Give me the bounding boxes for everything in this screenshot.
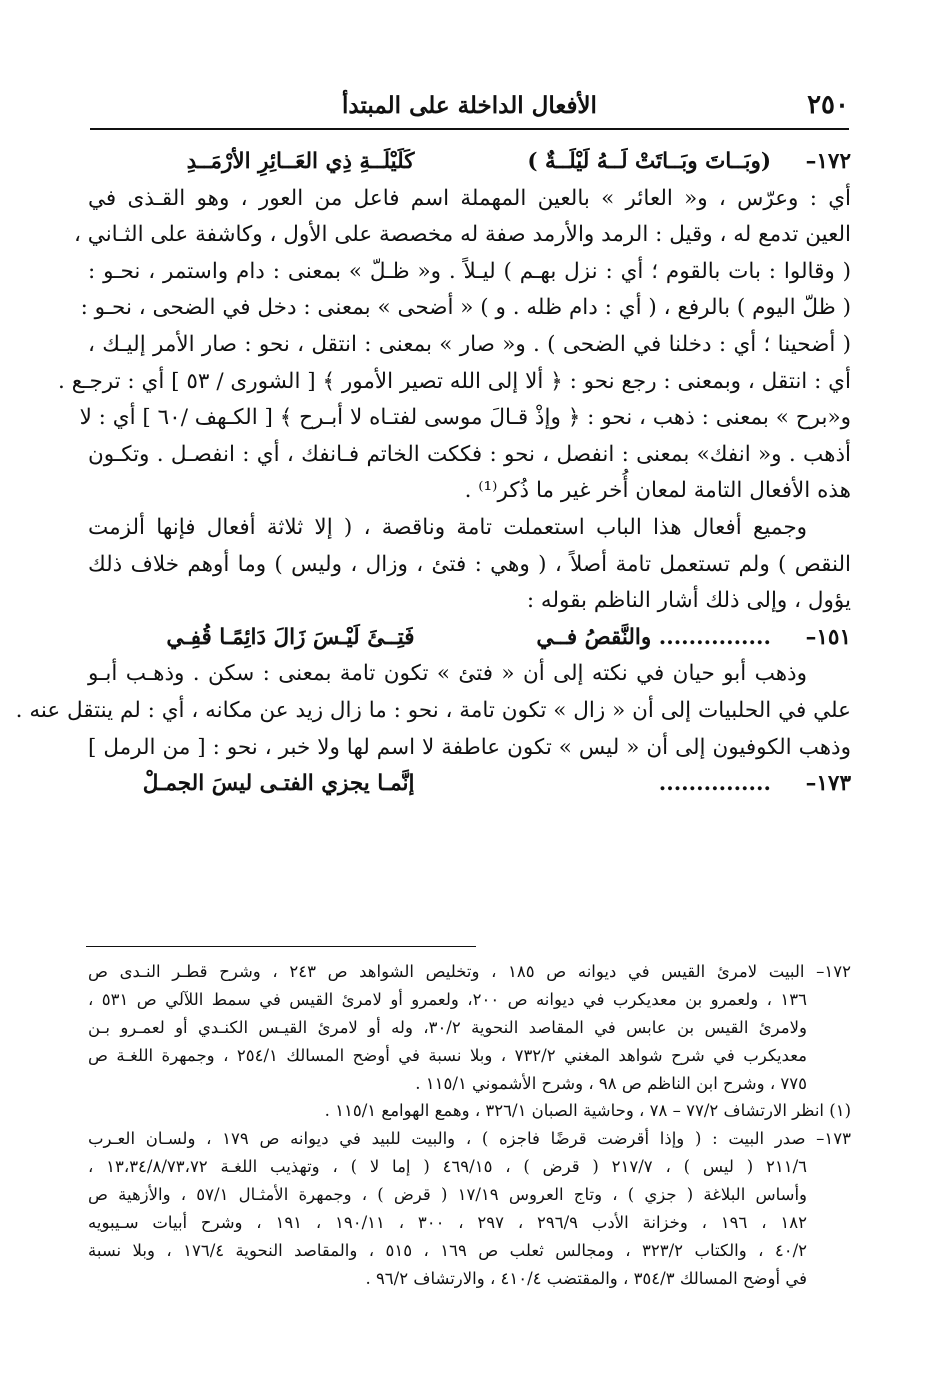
text-line: أي : انتقل ، وبمعنى : رجع نحو : ﴿ ألا إلى الله تصير الأمور ﴾ [ الشورى / ٥٣ ] أي : ترجـع .: [58, 368, 851, 394]
text-line: وجميع أفعال هذا الباب استعملت تامة وناقصة ، ( إلا ثلاثة أفعال فإنها ألزمت: [88, 514, 807, 540]
footnote-line: ٧٧٥ ، وشرح ابن الناظم ص ٩٨ ، وشرح الأشموني ١١٥/١ .: [415, 1073, 807, 1093]
verse-hemistich-first: ............... والنَّقصُ فــي: [536, 624, 771, 650]
running-title: الأفعال الداخلة على المبتدأ: [342, 92, 597, 119]
text-line: العين تدمع له ، وقيل : الرمد والأرمد صفة له مخصصة على الأول ، وكاشفة على الثـاني ،: [74, 222, 851, 248]
verse-172: [88, 144, 851, 181]
paragraph-1: [58, 181, 851, 510]
footnote-line: في أوضح المسالك ٣٥٤/٣ ، والمقتضب ٤١٠/٤ ، والارتشاف ٩٦/٢ .: [365, 1268, 807, 1288]
footnote-line: (١) انظر الارتشاف ٧٧/٢ – ٧٨ ، وحاشية الصبان ٣٢٦/١ ، وهمع الهوامع ١١٥/١ .: [324, 1101, 851, 1121]
text-line: هذه الأفعال التامة لمعان أُخر غير ما ذُكر⁽¹⁾ .: [464, 478, 851, 504]
text-line: ( وقالوا : بات بالقوم ؛ أي : نزل بهـم ) ليـلاً . و« ظـلّ » بمعنى : دام واستمر ، نحـو :: [88, 258, 851, 284]
page-number: ٢٥٠: [807, 90, 849, 120]
footnote-line: ٤٠/٢ ، والكتاب ٣٢٣/٢ ، ومجالس ثعلب ص ١٦٩ ، ٥١٥ ، والمقاصد النحوية ١٧٦/٤ ، وبلا نسبة: [88, 1240, 807, 1260]
footnote-line: ١٣٦ ، ولعمرو بن معديكرب في ديوانه ص ٢٠٠، ولعمرو أو لامرئ القيس في سمط اللآلي ص ٥٣١ ،: [88, 989, 807, 1009]
footnote-line: ١٧٣– صدر البيت : ( وإذا أقرضت قرضًا فاجزه ) ، والبيت للبيد في ديوانه ص ١٧٩ ، ولسـان العـرب: [88, 1129, 851, 1149]
footnote-line: ١٧٢– البيت لامرئ القيس في ديوانه ص ١٨٥ ، وتخليص الشواهد ص ٢٤٣ ، وشرح قطـر النـدى ص: [88, 962, 851, 981]
footnotes: [88, 958, 851, 1293]
text-line: وذهب أبو حيان في نكته إلى أن « فتئ » تكون تامة بمعنى : سكن . وذهـب أبـو: [88, 661, 807, 687]
verse-number: ١٧٢–: [805, 149, 851, 174]
text-line: و«برح » بمعنى : ذهب ، نحو : ﴿ وإذْ قـالَ موسى لفتـاه لا أبـرح ﴾ [ الكـهف /٦٠ ] أي : لا: [79, 405, 851, 431]
verse-hemistich-first: ...............: [658, 771, 771, 797]
footnote-line: معديكرب في شرح شواهد المغني ٧٣٢/٢ ، وبلا نسبة في أوضح المسالك ٢٥٤/١ ، وجمهرة اللغـة ص: [88, 1045, 807, 1065]
footnote-line: وأساس البلاغة ( جزي ) ، وتاج العروس ١٧/١٩ ( قرض ) ، وجمهرة الأمثـال ٥٧/١ ، والأزهية ص: [88, 1185, 808, 1205]
text-line: علي في الحلبيات إلى أن « زال » تكون تامة ، نحو : ما زال زيد عن مكانه ، أي : لم ينتقل عنه .: [15, 697, 851, 723]
verse-151: [88, 620, 851, 657]
verse-number: ١٧٣–: [805, 771, 851, 797]
footnote-line: ولامرئ القيس بن عابس في المقاصد النحوية ٣٠/٢، وله أو لامرئ القيـس الكنـدي أو لعمـرو بـن: [88, 1017, 807, 1037]
verse-hemistich-second: فَتِــئَ لَيْـسَ زَالَ دَائِمًـا قُفِـي: [166, 624, 415, 650]
main-text: [15, 144, 851, 803]
text-line: النقص ) ولم تستعمل تامة أصلاً ، ( وهي : فتئ ، وزال ، وليس ) وما أوهم خلاف ذلك: [88, 551, 851, 577]
paragraph-3: [15, 656, 851, 766]
verse-hemistich-second: إنَّمـا يجزي الفتـى ليسَ الجمـلْ: [142, 771, 415, 797]
text-line: وذهب الكوفيون إلى أن « ليس » تكون عاطفة لا اسم لها ولا خبر ، نحو : [ من الرمل ]: [88, 734, 851, 760]
paragraph-2: [88, 510, 851, 620]
verse-number: ١٥١–: [805, 624, 851, 650]
verse-hemistich-second: كَلَيْلَــةِ ذِي العَــائِرِ الأرْمَــدِ: [186, 149, 415, 174]
verse-173: [88, 766, 851, 803]
footnote-line: ١٨٢ ، ١٩٦ ، وخزانة الأدب ٢٩٦/٩ ، ٢٩٧ ، ٣٠٠ ، ١٩٠/١١ ، ١٩١ ، وشرح أبيات سـيبويه: [88, 1213, 807, 1233]
text-line: أي : وعرّس ، و« العائر » بالعين المهملة اسم فاعل من العور ، وهو القـذى في: [88, 185, 851, 211]
footnote-separator: [86, 946, 476, 947]
footnote-line: ٢١١/٦ ( ليس ) ، ٢١٧/٧ ( قرض ) ، ٤٦٩/١٥ ( إما لا ) ، وتهذيب اللغـة ١٣،٣٤/٨/٧٣،٧٢ ،: [88, 1157, 807, 1177]
text-line: ( ظلّ اليوم ) بالرفع ، ( أي : دام ظله . و ) « أضحى » بمعنى : دخل في الضحى ، نحـو :: [80, 295, 851, 321]
text-line: أذهب . و« انفك» بمعنى : انفصل ، نحو : فككت الخاتم فـانفك ، أي : انفصـل . وتكـون: [88, 441, 851, 467]
text-line: يؤول ، وإلى ذلك أشار الناظم بقوله :: [526, 588, 851, 614]
page-header: [90, 88, 849, 130]
verse-hemistich-first: (وبَــاتَ وبَــاتَتْ لَــهُ لَيْلَــةٌ ): [527, 149, 771, 174]
text-line: ( أضحينا ؛ أي : دخلنا في الضحى ) . و« صار » بمعنى : انتقل ، نحو : صار الأمر إليـك ،: [88, 331, 851, 357]
